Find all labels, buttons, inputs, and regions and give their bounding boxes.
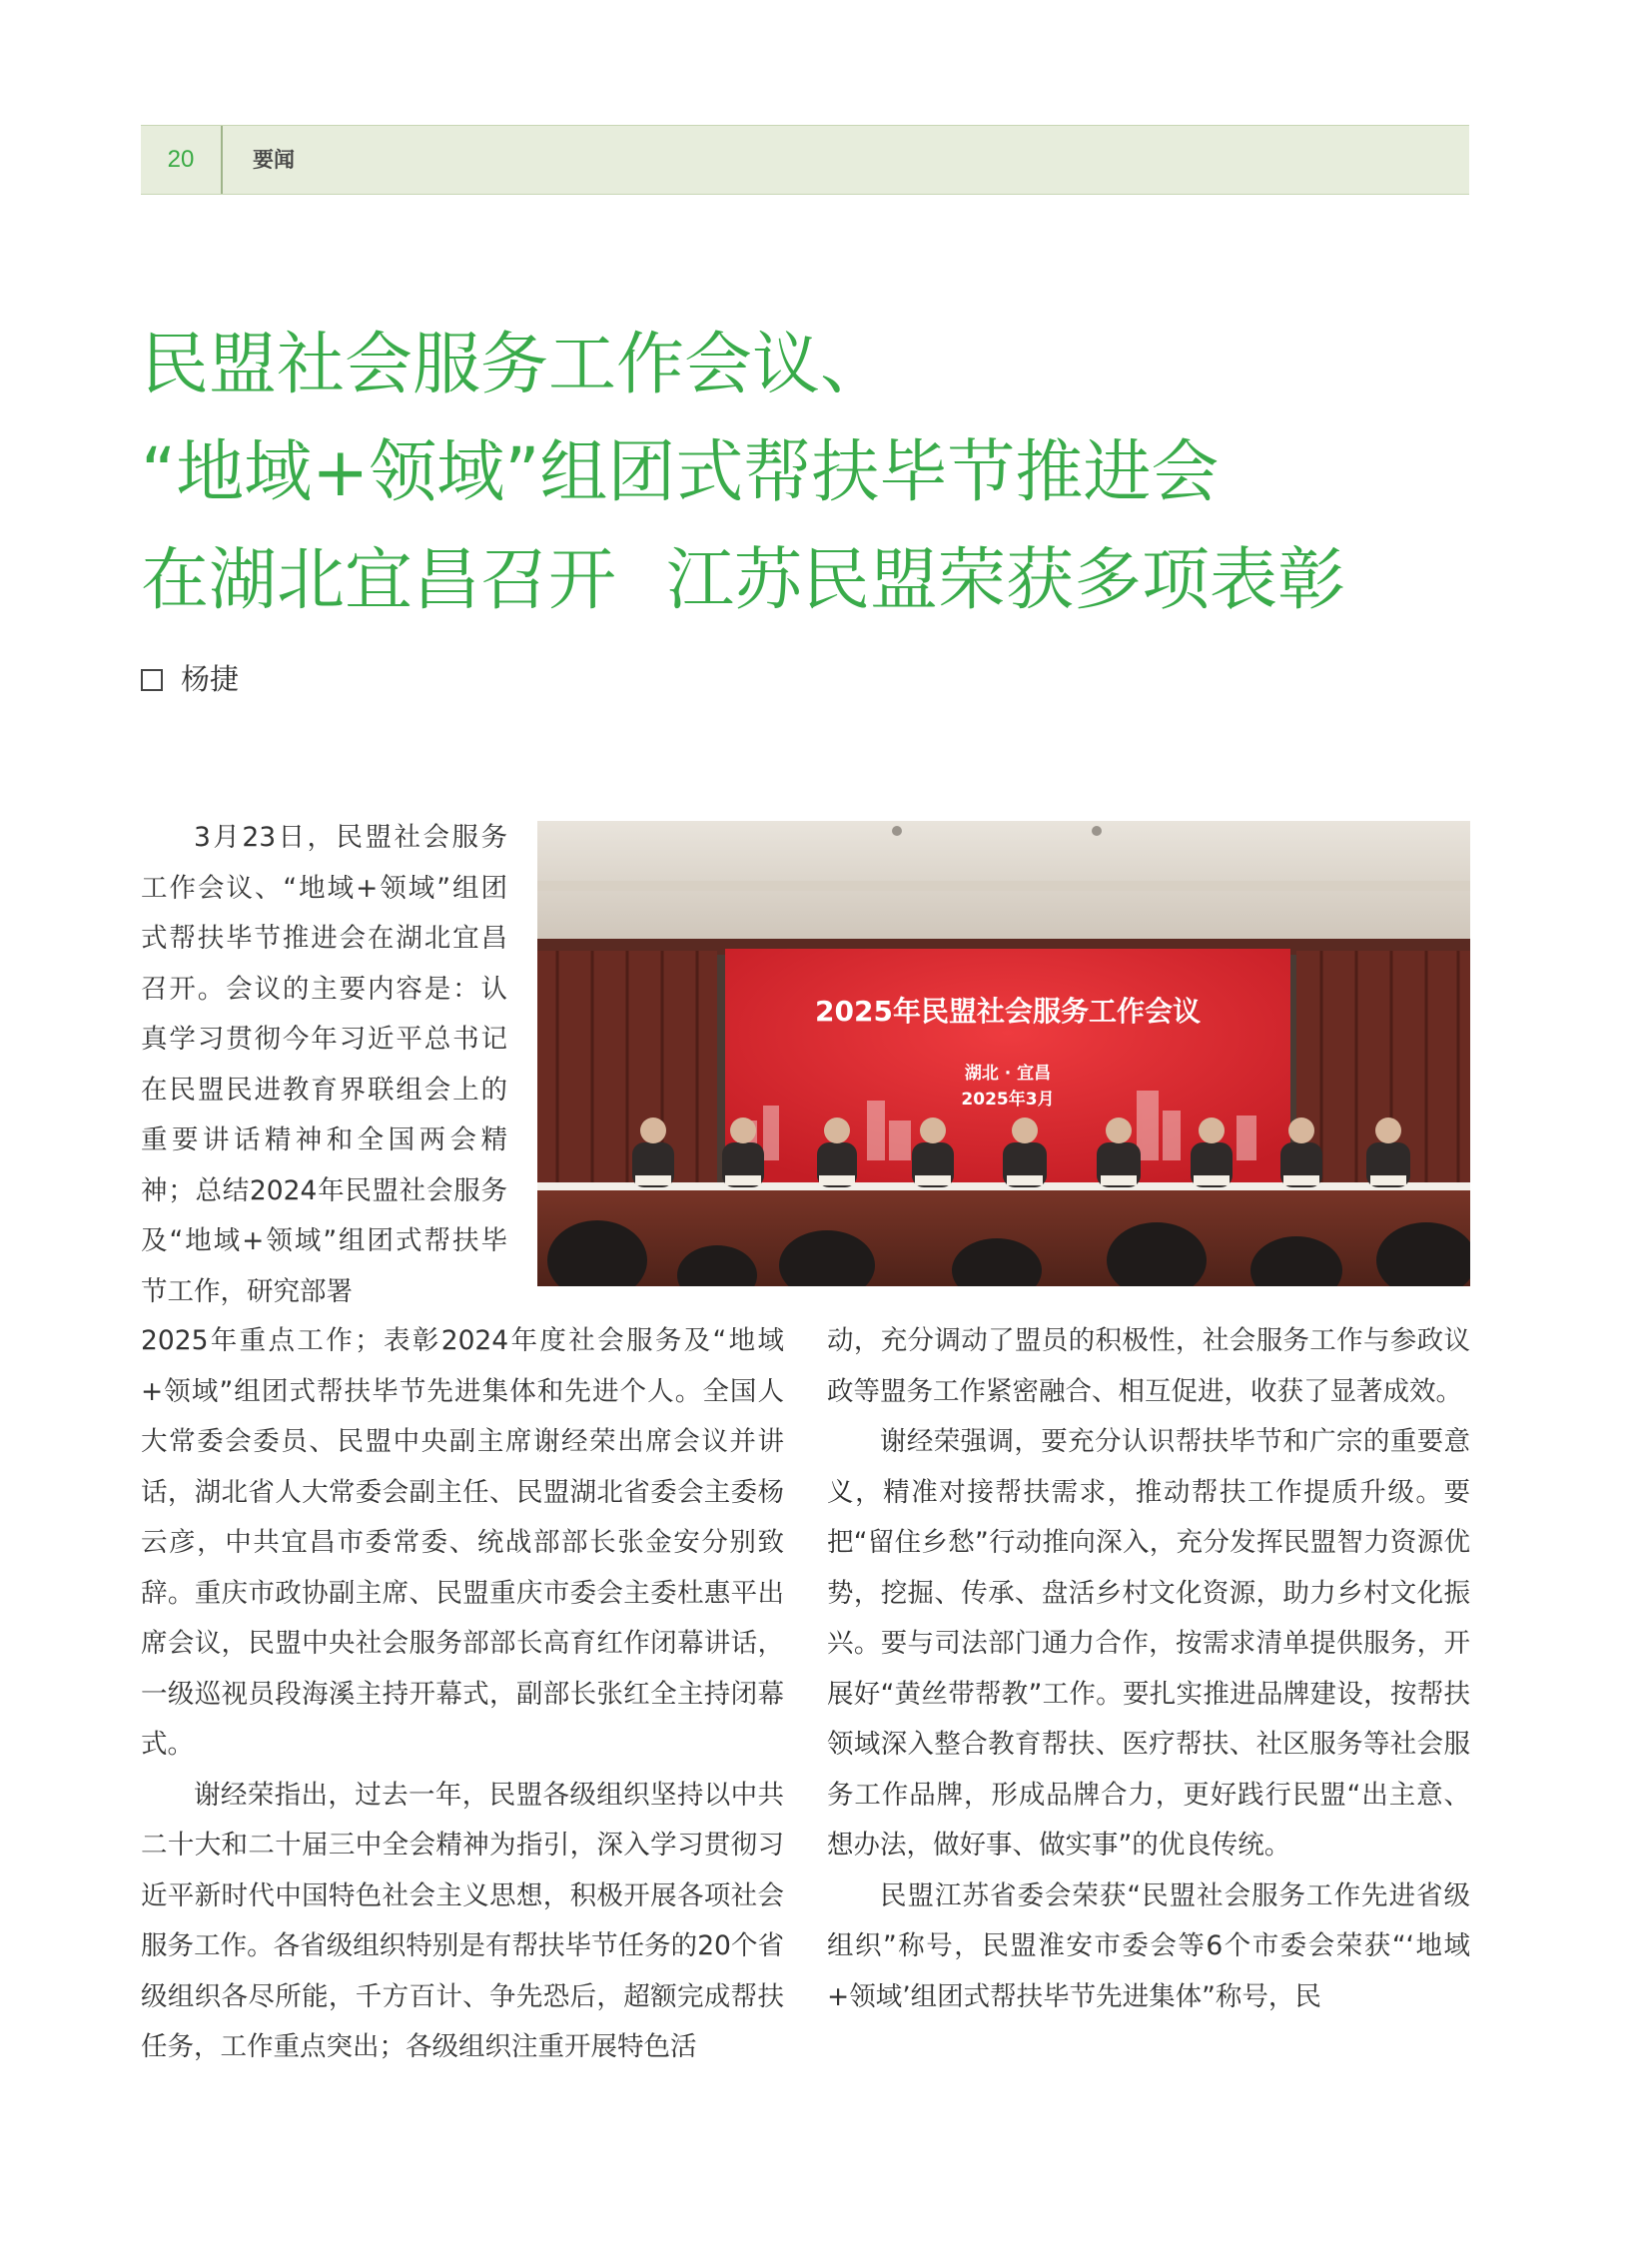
left-column <box>141 1316 784 2073</box>
paragraph-2-continued: 动，充分调动了盟员的积极性，社会服务工作与参政议政等盟务工作紧密融合、相互促进，收获了显著成效。 <box>827 1325 1470 1407</box>
paragraph-4: 民盟江苏省委会荣获“民盟社会服务工作先进省级组织”称号，民盟淮安市委会等6个市委会荣获“‘地域+领域’组团式帮扶毕节先进集体”称号，民 <box>827 1879 1470 2012</box>
meeting-photo <box>537 821 1470 1286</box>
title-line-3b: 江苏民盟荣获多项表彰 <box>666 541 1346 620</box>
page-number: 20 <box>167 146 195 173</box>
article-title <box>141 312 1479 635</box>
title-line-1: 民盟社会服务工作会议、 <box>141 326 889 404</box>
right-column <box>827 1316 1470 2022</box>
author-byline <box>141 659 239 699</box>
section-label: 要闻 <box>253 147 295 172</box>
paragraph-2: 谢经荣指出，过去一年，民盟各级组织坚持以中共二十大和二十届三中全会精神为指引，深入学习贯彻习近平新时代中国特色社会主义思想，积极开展各项社会服务工作。各省级组织特别是有帮扶毕节任务的20个省级组织各尽所能，千方百计、争先恐后，超额完成帮扶任务，工作重点突出；各级组织注重开展特色活 <box>141 1779 784 2062</box>
banner-title-text: 2025年民盟社会服务工作会议 <box>815 995 1201 1028</box>
title-line-3 <box>141 527 1479 635</box>
paragraph-1-continued: 2025年重点工作；表彰2024年度社会服务及“地域+领域”组团式帮扶毕节先进集体和先进个人。全国人大常委会委员、民盟中央副主席谢经荣出席会议并讲话，湖北省人大常委会副主任、民盟湖北省委会主委杨云彦，中共宜昌市委常委、统战部部长张金安分别致辞。重庆市政协副主席、民盟重庆市委会主委杜惠平出席会议，民盟中央社会服务部部长高育红作闭幕讲话，一级巡视员段海溪主持开幕式，副部长张红全主持闭幕式。 <box>141 1325 784 1760</box>
title-line-2: “地域+领域”组团式帮扶毕节推进会 <box>141 433 1220 512</box>
header-divider <box>221 126 223 194</box>
intro-column <box>141 813 507 1317</box>
byline-square-icon <box>141 669 163 691</box>
page-header <box>141 125 1469 195</box>
paragraph-intro: 3月23日，民盟社会服务工作会议、“地域+领域”组团式帮扶毕节推进会在湖北宜昌召开。会议的主要内容是：认真学习贯彻今年习近平总书记在民盟民进教育界联组会上的重要讲话精神和全国两会精神；总结2024年民盟社会服务及“地域+领域”组团式帮扶毕节工作，研究部署 <box>141 822 507 1307</box>
author-name: 杨捷 <box>181 662 240 696</box>
title-line-3a: 在湖北宜昌召开 <box>141 541 617 620</box>
banner-date-text: 2025年3月 <box>961 1090 1055 1110</box>
paragraph-3: 谢经荣强调，要充分认识帮扶毕节和广宗的重要意义，精准对接帮扶需求，推动帮扶工作提质升级。要把“留住乡愁”行动推向深入，充分发挥民盟智力资源优势，挖掘、传承、盘活乡村文化资源，助力乡村文化振兴。要与司法部门通力合作，按需求清单提供服务，开展好“黄丝带帮教”工作。要扎实推进品牌建设，按帮扶领域深入整合教育帮扶、医疗帮扶、社区服务等社会服务工作品牌，形成品牌合力，更好践行民盟“出主意、想办法，做好事、做实事”的优良传统。 <box>827 1426 1470 1861</box>
banner-location-text: 湖北 · 宜昌 <box>964 1064 1052 1084</box>
